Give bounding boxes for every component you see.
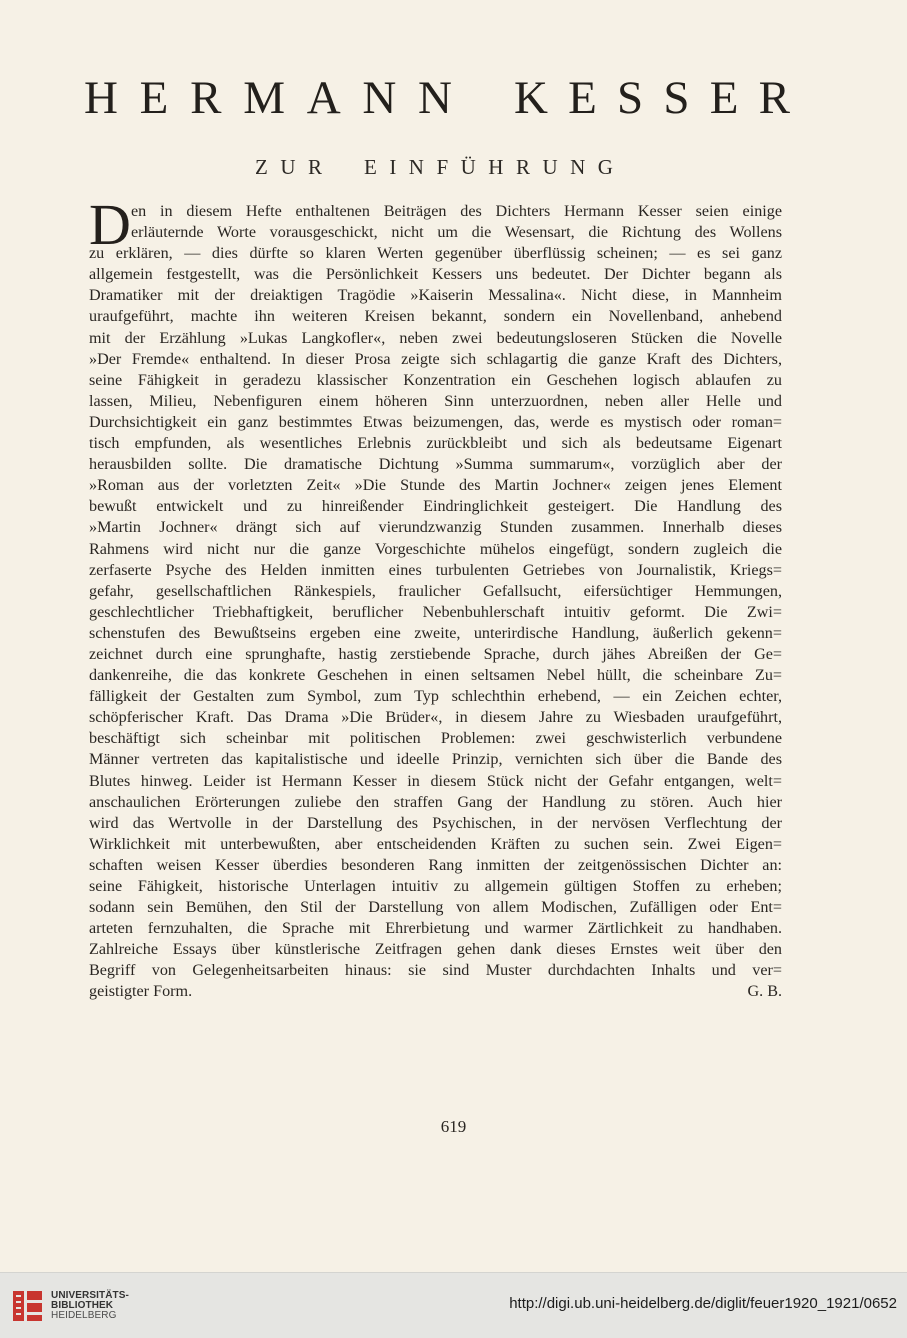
- letter: Ü: [460, 155, 476, 179]
- body-line: geschlechtlicher Triebhaftigkeit, beruflicher Nebenbuhlerschaft intuitiv geformt. Die Zwi=: [89, 603, 782, 621]
- page-title: [84, 70, 790, 126]
- body-line: gefahr, gesellschaftlichen Ränkespiels, fraulicher Gefallsucht, eifersüchtiger Hemmungen,: [89, 582, 782, 600]
- body-line: »Martin Jochner« drängt sich auf vierundzwanzig Stunden zusammen. Innerhalb dieses: [89, 519, 782, 537]
- body-line: lassen, Milieu, Nebenfiguren einem höheren Sinn unterzuordnen, neben aller Helle und: [89, 392, 782, 410]
- body-line: tisch empfunden, als wesentliches Erlebnis zurückbleibt und sich als bedeutsame Eigenart: [89, 435, 782, 453]
- body-line: seine Fähigkeit in geradezu klassischer Konzentration ein Geschehen logisch ablaufen zu: [89, 371, 782, 389]
- letter: R: [307, 155, 322, 179]
- letter: N: [408, 155, 424, 179]
- body-line: Zahlreiche Essays über künstlerische Zeitfragen gehen dank dieses Ernstes weit über den: [89, 941, 782, 959]
- letter: Z: [255, 155, 268, 179]
- body-line: allgemein festgestellt, was die Persönlichkeit Kessers uns bedeutet. Der Dichter begann als: [89, 266, 782, 284]
- body-line: Begriff von Gelegenheitsarbeiten hinaus: sie sind Muster durchdachten Inhalts und ver=: [89, 962, 782, 980]
- body-line: mit der Erzählung »Lukas Langkofler«, neben zwei bedeutungsloseren Stücken die Novelle: [89, 329, 782, 347]
- letter: N: [418, 72, 452, 124]
- body-line: bewußt entwickelt und zu hinreißender Eindringlichkeit gesteigert. Die Handlung des: [89, 498, 782, 516]
- letter: R: [190, 72, 222, 124]
- drop-cap: D: [89, 192, 131, 257]
- page-number: 619: [440, 1117, 467, 1136]
- letter: G: [597, 155, 613, 179]
- letter: A: [306, 72, 341, 124]
- body-line: seine Fähigkeit, historische Unterlagen intuitiv zu allgemein gültigen Stoffen zu erheben;: [89, 878, 782, 895]
- logo-line-3: HEIDELBERG: [51, 1310, 117, 1321]
- letter: E: [709, 72, 739, 124]
- logo-text: [51, 1291, 129, 1321]
- letter: F: [436, 155, 449, 179]
- body-line: Wirklichkeit mit unterbewußten, aber entscheidenden Kräften zu suchen sein. Zwei Eigen=: [89, 835, 782, 853]
- letter: S: [617, 72, 644, 124]
- body-line: Männer vertreten das kapitalistische und ideelle Prinzip, vernichten sich über die Bande des: [89, 751, 782, 769]
- letter: U: [542, 155, 558, 179]
- subtitle-word-second: [364, 152, 613, 182]
- letter: I: [389, 155, 397, 179]
- body-line: schenstufen des Bewußtseins ergeben eine zweite, unterirdische Handlung, äußerlich gekenn=: [89, 624, 782, 642]
- body-line: herausbilden sollte. Die dramatische Dichtung »Summa summarum«, vorzüglich aber der: [89, 456, 782, 474]
- library-logo[interactable]: [10, 1285, 129, 1327]
- title-word-first: [84, 70, 452, 126]
- letter: R: [758, 72, 790, 124]
- logo-line-1: UNIVERSITÄTS-: [51, 1290, 129, 1301]
- body-line: geistigter Form.: [89, 983, 193, 1001]
- title-word-second: [514, 70, 790, 126]
- body-line: fälligkeit der Gestalten zum Symbol, zum Typ schlechthin erhebend, — ein Zeichen echter,: [89, 688, 782, 706]
- letter: K: [514, 72, 548, 124]
- body-line: zu erklären, — dies dürfte so klaren Werten gegenüber überflüssig scheinen; — es sei ganz: [89, 245, 782, 263]
- body-line: Durchsichtigkeit ein ganz bestimmtes Etwas beizumengen, das, werde es mystisch oder roman=: [89, 413, 782, 431]
- body-line: »Der Fremde« enthaltend. In dieser Prosa zeigte sich schlagartig die ganze Kraft des Dichters,: [89, 350, 782, 368]
- subtitle-word-first: [255, 152, 322, 182]
- body-line: erläuternde Worte vorausgeschickt, nicht um die Wesensart, die Richtung des Wollens: [131, 224, 782, 242]
- letter: M: [243, 72, 285, 124]
- body-line: zeichnet durch eine sprunghafte, hastig zerstiebende Sprache, durch jähes Abreißen der Ge=: [89, 645, 782, 663]
- letter: N: [362, 72, 397, 124]
- article-body: [89, 192, 782, 1003]
- letter: S: [663, 72, 690, 124]
- logo-line-2: BIBLIOTHEK: [51, 1300, 114, 1311]
- body-line: Blutes hinweg. Leider ist Hermann Kesser in diesem Stück nicht der Gefahr entgangen, welt=: [89, 772, 782, 790]
- letter: R: [515, 155, 530, 179]
- body-line: dankenreihe, die das konkrete Geschehen in einen seltsamen Nebel hüllt, die scheinbare Zu=: [89, 667, 782, 685]
- letter: H: [84, 72, 118, 124]
- body-line: wird das Wertvolle in der Darstellung des Psychischen, in der nervösen Verflechtung der: [89, 814, 782, 832]
- section-subtitle: [255, 152, 613, 182]
- letter: E: [139, 72, 169, 124]
- body-line: Rahmens wird nicht nur die ganze Vorgeschichte mühelos eingefügt, sondern zugleich die: [89, 540, 782, 558]
- body-line: beschäftigt sich scheinbar mit politischen Problemen: zwei geschwisterlich verbundene: [89, 730, 782, 748]
- body-line: schöpferischer Kraft. Das Drama »Die Brüder«, in diesem Jahre zu Wiesbaden uraufgeführt,: [89, 709, 782, 727]
- body-line: anschaulichen Erörterungen zuliebe den straffen Gang der Handlung zu stören. Auch hier: [89, 793, 782, 811]
- body-line: zerfaserte Psyche des Helden inmitten eines turbulenten Getriebes von Journalistik, Kriegs=: [89, 561, 782, 579]
- letter: U: [280, 155, 296, 179]
- source-url-link[interactable]: http://digi.ub.uni-heidelberg.de/diglit/feuer1920_1921/0652: [509, 1295, 897, 1312]
- body-line: »Roman aus der vorletzten Zeit« »Die Stunde des Martin Jochner« zeigen jenes Element: [89, 477, 782, 495]
- body-line: arteten fernzuhalten, die Sprache mit Ehrerbietung und warmer Zärtlichkeit zu handhaben.: [89, 920, 782, 938]
- university-library-logo-icon: [10, 1288, 45, 1324]
- body-line: schaften weisen Kesser überdies besonderen Rang inmitten der zeitgenössischen Dichter an:: [89, 856, 782, 874]
- letter: E: [364, 155, 377, 179]
- letter: H: [488, 155, 504, 179]
- body-line: uraufgeführt, machte ihn weiteren Kreisen bekannt, sondern ein Novellenband, anhebend: [89, 308, 782, 326]
- letter: E: [568, 72, 597, 124]
- author-signature: G. B.: [747, 983, 782, 1001]
- letter: N: [570, 155, 586, 179]
- body-line: Dramatiker mit der dreiaktigen Tragödie »Kaiserin Messalina«. Nicht diese, in Mannheim: [89, 287, 782, 305]
- footer-bar: [0, 1272, 907, 1338]
- body-line: sodann sein Bemühen, den Stil der Darstellung von allem Modischen, Zufälligen oder Ent=: [89, 899, 782, 917]
- body-line: en in diesem Hefte enthaltenen Beiträgen des Dichters Hermann Kesser seien einige: [131, 203, 782, 220]
- body-lines: [89, 192, 782, 1003]
